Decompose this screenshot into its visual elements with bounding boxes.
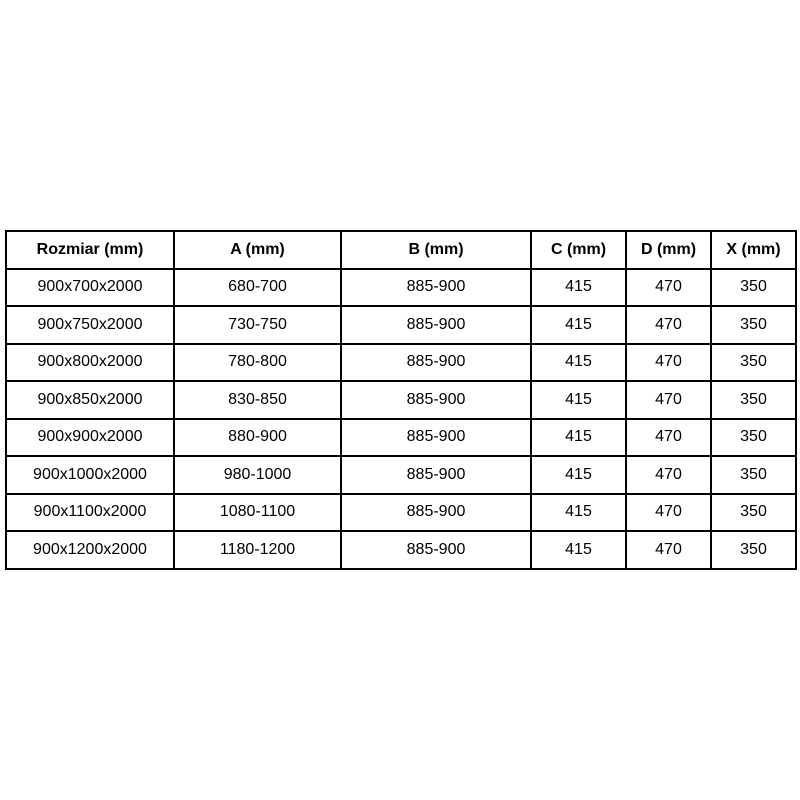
cell-size: 900x700x2000 xyxy=(6,269,174,307)
cell-size: 900x900x2000 xyxy=(6,419,174,457)
cell-c: 415 xyxy=(531,306,626,344)
cell-size: 900x1100x2000 xyxy=(6,494,174,532)
cell-d: 470 xyxy=(626,381,711,419)
cell-x: 350 xyxy=(711,344,796,382)
table-row xyxy=(6,456,796,494)
cell-x: 350 xyxy=(711,381,796,419)
cell-a: 830-850 xyxy=(174,381,341,419)
cell-b: 885-900 xyxy=(341,344,531,382)
cell-x: 350 xyxy=(711,494,796,532)
cell-b: 885-900 xyxy=(341,456,531,494)
cell-d: 470 xyxy=(626,344,711,382)
header-rozmiar: Rozmiar (mm) xyxy=(6,231,174,269)
cell-c: 415 xyxy=(531,456,626,494)
cell-size: 900x1200x2000 xyxy=(6,531,174,569)
cell-x: 350 xyxy=(711,269,796,307)
cell-size: 900x1000x2000 xyxy=(6,456,174,494)
cell-c: 415 xyxy=(531,531,626,569)
header-x: X (mm) xyxy=(711,231,796,269)
cell-a: 980-1000 xyxy=(174,456,341,494)
cell-x: 350 xyxy=(711,306,796,344)
header-b: B (mm) xyxy=(341,231,531,269)
cell-x: 350 xyxy=(711,456,796,494)
cell-a: 1180-1200 xyxy=(174,531,341,569)
cell-b: 885-900 xyxy=(341,269,531,307)
cell-x: 350 xyxy=(711,419,796,457)
cell-b: 885-900 xyxy=(341,381,531,419)
cell-a: 1080-1100 xyxy=(174,494,341,532)
header-a: A (mm) xyxy=(174,231,341,269)
cell-d: 470 xyxy=(626,306,711,344)
table-row xyxy=(6,531,796,569)
cell-d: 470 xyxy=(626,419,711,457)
cell-a: 730-750 xyxy=(174,306,341,344)
cell-size: 900x750x2000 xyxy=(6,306,174,344)
cell-c: 415 xyxy=(531,419,626,457)
table-row xyxy=(6,344,796,382)
cell-c: 415 xyxy=(531,494,626,532)
cell-a: 780-800 xyxy=(174,344,341,382)
cell-c: 415 xyxy=(531,381,626,419)
dimensions-table xyxy=(5,230,797,570)
cell-a: 680-700 xyxy=(174,269,341,307)
cell-d: 470 xyxy=(626,456,711,494)
cell-c: 415 xyxy=(531,344,626,382)
header-d: D (mm) xyxy=(626,231,711,269)
cell-x: 350 xyxy=(711,531,796,569)
cell-size: 900x850x2000 xyxy=(6,381,174,419)
cell-d: 470 xyxy=(626,494,711,532)
cell-c: 415 xyxy=(531,269,626,307)
table-row xyxy=(6,269,796,307)
cell-size: 900x800x2000 xyxy=(6,344,174,382)
cell-a: 880-900 xyxy=(174,419,341,457)
table-row xyxy=(6,306,796,344)
header-row xyxy=(6,231,796,269)
table-row xyxy=(6,419,796,457)
cell-d: 470 xyxy=(626,269,711,307)
header-c: C (mm) xyxy=(531,231,626,269)
table-row xyxy=(6,381,796,419)
cell-b: 885-900 xyxy=(341,306,531,344)
cell-b: 885-900 xyxy=(341,531,531,569)
table-body xyxy=(6,269,796,569)
cell-d: 470 xyxy=(626,531,711,569)
cell-b: 885-900 xyxy=(341,494,531,532)
cell-b: 885-900 xyxy=(341,419,531,457)
table-row xyxy=(6,494,796,532)
